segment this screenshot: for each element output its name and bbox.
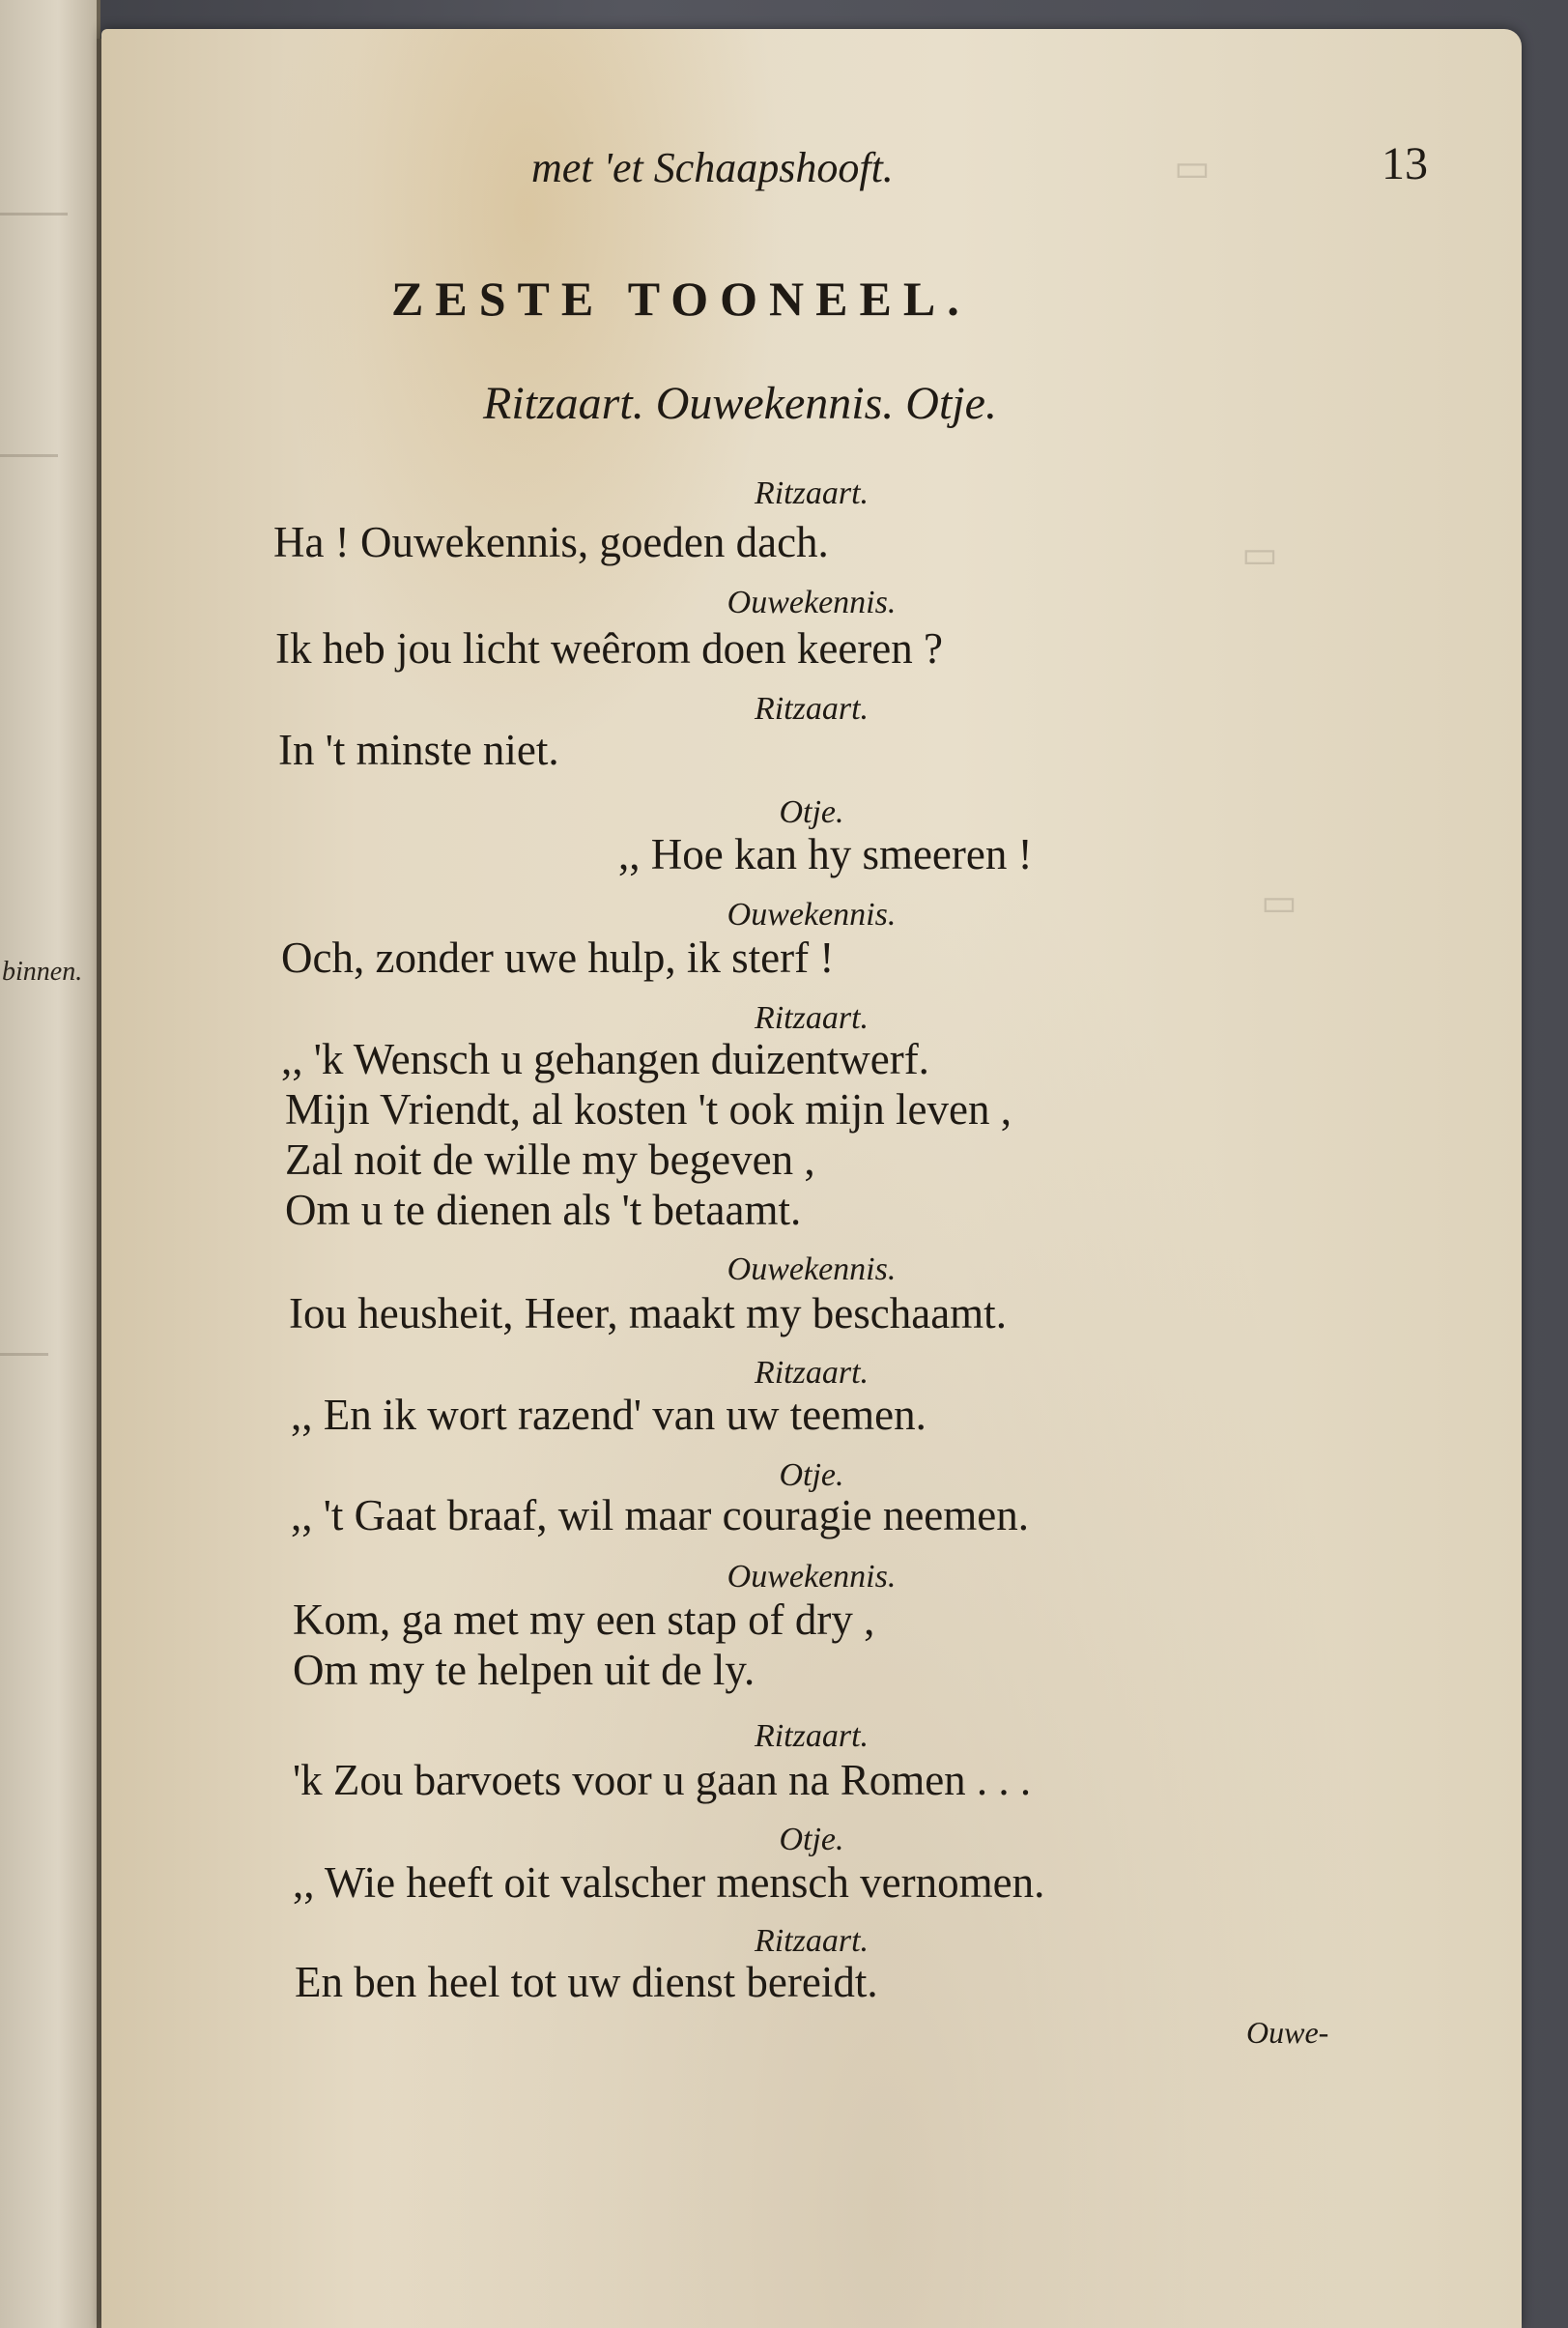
speaker-name: Ritzaart. bbox=[754, 1000, 870, 1036]
book-page bbox=[101, 29, 1522, 2328]
verse-line: En ben heel tot uw dienst bereidt. bbox=[295, 1958, 878, 2006]
page-number: 13 bbox=[1382, 138, 1428, 189]
verse-line: Ha ! Ouwekennis, goeden dach. bbox=[273, 518, 829, 566]
verse-line: ,, En ik wort razend' van uw teemen. bbox=[291, 1391, 927, 1439]
verse-line: In 't minste niet. bbox=[278, 726, 559, 774]
verse-line: Om u te dienen als 't betaamt. bbox=[285, 1186, 802, 1234]
show-through-mark: ▭ bbox=[1261, 880, 1297, 924]
verse-line: Zal noit de wille my begeven , bbox=[285, 1135, 815, 1184]
show-through-mark: ▭ bbox=[1174, 146, 1211, 189]
verse-line: Ik heb jou licht weêrom doen keeren ? bbox=[275, 624, 943, 673]
verse-line: ,, 'k Wensch u gehangen duizentwerf. bbox=[281, 1035, 929, 1083]
speaker-name: Ouwekennis. bbox=[727, 585, 897, 620]
verse-line: Iou heusheit, Heer, maakt my beschaamt. bbox=[289, 1289, 1007, 1337]
previous-page-fragment: binnen. bbox=[2, 957, 83, 987]
speaker-name: Ritzaart. bbox=[754, 1355, 870, 1391]
speaker-name: Ritzaart. bbox=[754, 475, 870, 511]
speaker-name: Otje. bbox=[779, 1822, 844, 1857]
cast-list: Ritzaart. Ouwekennis. Otje. bbox=[483, 378, 997, 429]
speaker-name: Ritzaart. bbox=[754, 1718, 870, 1754]
speaker-name: Ritzaart. bbox=[754, 1923, 870, 1959]
show-through-mark: ▭ bbox=[1241, 532, 1278, 576]
verse-line: Kom, ga met my een stap of dry , bbox=[293, 1595, 875, 1644]
verse-line: ,, Wie heeft oit valscher mensch vernomen. bbox=[293, 1858, 1045, 1907]
verse-line: ,, Hoe kan hy smeeren ! bbox=[618, 830, 1033, 878]
verse-line: ,, 't Gaat braaf, wil maar couragie neemen. bbox=[291, 1491, 1029, 1539]
previous-page-edge bbox=[0, 0, 100, 2328]
verse-line: Och, zonder uwe hulp, ik sterf ! bbox=[281, 934, 835, 982]
running-head: met 'et Schaapshooft. bbox=[531, 144, 894, 191]
speaker-name: Otje. bbox=[779, 794, 844, 830]
verse-line: Mijn Vriendt, al kosten 't ook mijn leven , bbox=[285, 1085, 1012, 1134]
speaker-name: Ouwekennis. bbox=[727, 897, 897, 933]
catchword: Ouwe- bbox=[1246, 2015, 1329, 2050]
page-ghost-line bbox=[0, 213, 68, 216]
page-ghost-line bbox=[0, 1353, 48, 1356]
speaker-name: Ouwekennis. bbox=[727, 1559, 897, 1595]
scene-title: ZESTE TOONEEL. bbox=[391, 272, 971, 326]
speaker-name: Otje. bbox=[779, 1457, 844, 1493]
speaker-name: Ouwekennis. bbox=[727, 1251, 897, 1287]
page-ghost-line bbox=[0, 454, 58, 457]
verse-line: Om my te helpen uit de ly. bbox=[293, 1646, 755, 1694]
verse-line: 'k Zou barvoets voor u gaan na Romen . . . bbox=[293, 1756, 1032, 1804]
speaker-name: Ritzaart. bbox=[754, 691, 870, 727]
